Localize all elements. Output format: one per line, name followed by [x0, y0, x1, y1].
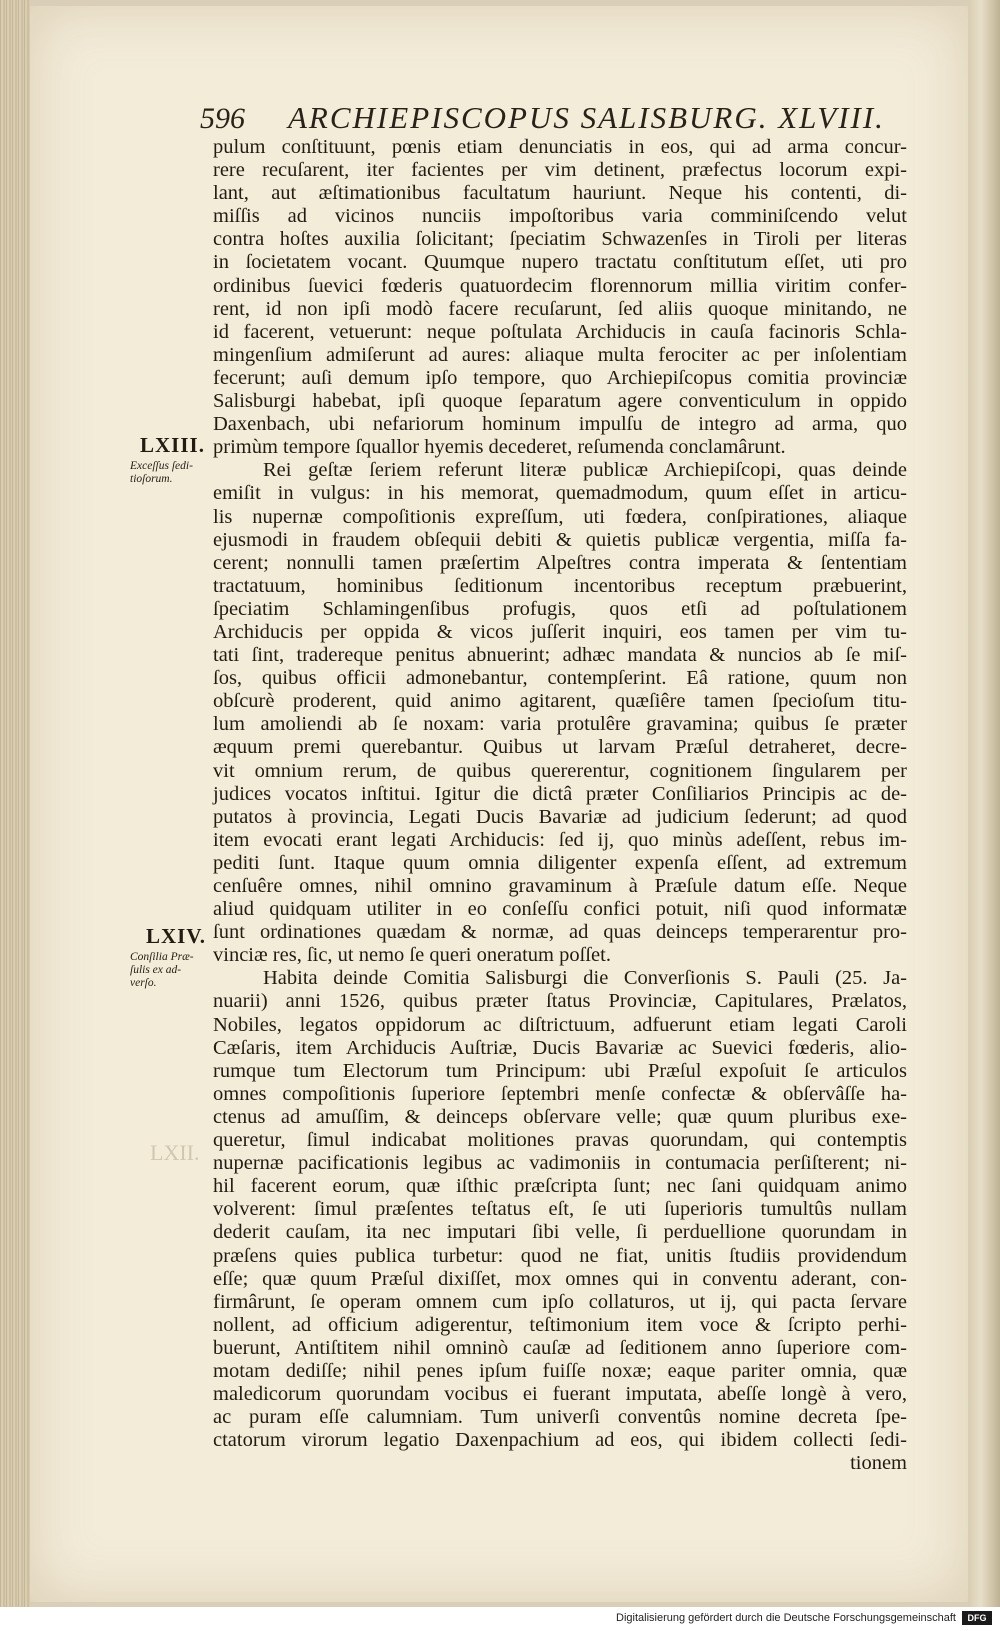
page-stack-edge: [0, 0, 30, 1631]
body-text: [213, 136, 907, 1475]
marginal-note-line: tioſorum.: [130, 473, 173, 485]
text-line: ctatorum virorum legatio Daxenpachium ad eos, qui ibidem collecti ſedi-: [213, 1429, 907, 1452]
text-line: in ſocietatem vocant. Quumque nupero tractatu conſtitutum eſſet, uti pro: [213, 251, 907, 274]
text-line: nupernæ pacificationis legibus ac vadimoniis in contumacia perſiſterent; ni-: [213, 1152, 907, 1175]
text-line: tionem: [850, 1452, 907, 1475]
text-line: pulum conſtituunt, pœnis etiam denunciatis in eos, qui ad arma concur-: [213, 136, 907, 158]
text-line: Cæſaris, item Archiducis Auſtriæ, Ducis Bavariæ ac Suevici fœderis, alio-: [213, 1036, 907, 1059]
text-line: vinciæ res, ſic, ut nemo ſe queri oneratum poſſet.: [213, 944, 611, 967]
text-line: ſos, quibus officii admonebantur, contempſerint. Eâ ratione, quum non: [213, 667, 907, 690]
text-line: Rei geſtæ ſeriem referunt literæ publicæ Archiepiſcopi, quas deinde: [263, 459, 907, 482]
page-number: 596: [200, 102, 245, 135]
text-line: mingenſium admiſerunt ad aures: aliaque multa ferociter ac per inſolentiam: [213, 343, 907, 366]
text-line: ejusmodi in fraudem obſequii debiti & quietis publicæ vergentia, miſſa fa-: [213, 528, 907, 551]
text-line: queretur, ſimul indicabat molitiones pravas quorundam, qui contemptis: [213, 1129, 907, 1152]
marginal-note: [130, 951, 208, 990]
marginal-note-line: verſo.: [130, 977, 157, 989]
running-head: ARCHIEPISCOPUS SALISBURG. XLVIII.: [288, 100, 885, 135]
binding-gutter: [968, 0, 1000, 1631]
section-number: LXIII.: [140, 433, 205, 457]
text-line: dederit cauſam, ita nec imputari ſibi velle, ſi perduellione quorundam in: [213, 1221, 907, 1244]
text-line: contra hoſtes auxilia ſolicitant; ſpeciatim Schwazenſes in Tiroli per literas: [213, 228, 907, 251]
text-line: firmârunt, ſe operam omnem cum ipſo collaturos, ut ij, qui pacta ſervare: [213, 1290, 907, 1313]
text-line: miſſis ad vicinos nunciis impoſtoribus varia comminiſcendo velut: [213, 205, 907, 228]
marginal-note-line: Conſilia Præ-: [130, 951, 194, 963]
text-line: vit omnium rerum, de quibus quererentur, cognitionem ſingularem per: [213, 759, 907, 782]
text-line: judices vocatos inſtitui. Igitur die dictâ præter Conſiliarios Principis ac de-: [213, 782, 907, 805]
text-line: ſunt ordinationes quædam & normæ, ad quas deinceps temperarentur pro-: [213, 921, 907, 944]
text-line: rent, id non ipſi modò facere recuſarunt, ſed aliis quoque minitando, ne: [213, 297, 907, 320]
text-line: ac puram eſſe calumniam. Tum univerſi conventûs nomine decreta ſpe-: [213, 1406, 907, 1429]
text-line: nollent, ad officium adigerentur, teſtimonium item voce & ſcripto perhi-: [213, 1313, 907, 1336]
text-line: aliud quidquam utiliter in eo conſeſſu confici potuit, niſi quod informatæ: [213, 898, 907, 921]
text-line: cenſuêre omnes, nihil omnino gravaminum à Præſule datum eſſe. Neque: [213, 875, 907, 897]
marginal-note-line: ſulis ex ad-: [130, 964, 182, 976]
marginal-note-line: Exceſſus ſedi-: [130, 460, 193, 472]
text-line: omnes compoſitionis ſuperiore ſeptembri menſe confectæ & obſervâſſe ha-: [213, 1082, 907, 1105]
section-number: LXIV.: [146, 924, 207, 948]
text-line: obſcurè proderent, quid animo agitarent, quæſiêre tamen ſpecioſum titu-: [213, 690, 907, 713]
text-line: motam dediſſe; nihil penes ipſum fuiſſe noxæ; eaque pariter omnia, quæ: [213, 1359, 907, 1382]
text-line: maledicorum quorundam vocibus ei fuerant imputata, abeſſe longè à vero,: [213, 1383, 907, 1406]
text-line: lant, aut æſtimationibus facultatum hauriunt. Neque his contenti, di-: [213, 182, 907, 205]
text-line: æquum premi querebantur. Quibus ut larvam Præſul detraheret, decre-: [213, 736, 907, 759]
text-line: rumque tum Electorum tum Principum: ubi Præſul expoſuit ſe articulos: [213, 1059, 907, 1082]
text-line: rere recuſarent, iter facientes per vim detinent, præfectus locorum expi-: [213, 159, 907, 182]
text-line: volverent: ſimul præſentes teſtatus eſt, ſe uti ſuperioris tumultûs nullam: [213, 1198, 907, 1221]
dfg-logo: DFG: [962, 1611, 992, 1625]
text-line: pediti ſunt. Itaque quum omnia diligenter expenſa eſſent, ad extremum: [213, 851, 907, 874]
text-line: Habita deinde Comitia Salisburgi die Converſionis S. Pauli (25. Ja-: [263, 967, 907, 990]
text-line: lum amoliendi ab ſe noxam: varia protulêre gravamina; quibus ſe præter: [213, 713, 907, 736]
footer-credit: Digitalisierung gefördert durch die Deutsche Forschungsgemeinschaft: [616, 1612, 956, 1624]
text-line: emiſit in vulgus: in his memorat, quemadmodum, quum eſſet in articu-: [213, 482, 907, 505]
text-line: tati ſint, tradereque penitus abnuerint; adhæc mandata & nuncios ab ſe miſ-: [213, 644, 907, 667]
text-line: præſens quies publica turbetur: quod ne fiat, unitis ſtudiis providendum: [213, 1244, 907, 1267]
page-header: [200, 100, 885, 136]
text-line: item evocati erant legati Archiducis: ſed ij, quo minùs adeſſent, rebus im-: [213, 828, 907, 851]
text-line: hil facerent eorum, quæ iſthic præſcripta ſunt; nec ſani quidquam animo: [213, 1175, 907, 1198]
text-line: eſſe; quæ quum Præſul dixiſſet, mox omnes qui in conventu aderant, con-: [213, 1267, 907, 1290]
text-line: cerent; nonnulli tamen præſertim Alpeſtres contra imperata & ſententiam: [213, 551, 907, 574]
text-line: ſpeciatim Schlamingenſibus profugis, quos etſi ad poſtulationem: [213, 597, 907, 620]
show-through-mark: LXII.: [150, 1140, 200, 1165]
text-line: putatos à provincia, Legati Ducis Bavariæ ad judicium ſederunt; ad quod: [213, 805, 907, 828]
text-line: ctenus ad amuſſim, & deinceps obſervare velle; quæ quum pluribus exe-: [213, 1105, 907, 1128]
text-line: Nobiles, legatos oppidorum ac diſtrictuum, adfuerunt etiam legati Caroli: [213, 1013, 907, 1036]
text-line: Archiducis per oppida & vicos juſſerit inquiri, eos tamen per vim tu-: [213, 620, 907, 643]
text-line: id facerent, vetuerunt: neque poſtulata Archiducis in cauſa facinoris Schla-: [213, 320, 907, 343]
text-line: nuarii) anni 1526, quibus præter ſtatus Provinciæ, Capitulares, Prælatos,: [213, 990, 907, 1013]
text-line: lis nupernæ compoſitionis expreſſum, uti fœdera, conſpirationes, aliaque: [213, 505, 907, 528]
marginal-note: [130, 460, 208, 486]
text-line: Salisburgi habebat, ipſi quoque ſeparatum agere conventiculum in oppido: [213, 390, 907, 413]
text-line: tractatuum, hominibus ſeditionum incentoribus receptum præbuerint,: [213, 574, 907, 597]
text-line: Daxenbach, ubi nefariorum hominum impulſu de integro ad arma, quo: [213, 413, 907, 436]
text-line: fecerunt; auſi demum ipſo tempore, quo Archiepiſcopus comitia provinciæ: [213, 366, 907, 389]
text-line: ordinibus ſuevici fœderis quatuordecim florennorum millia viritim confer-: [213, 274, 907, 297]
text-line: buerunt, Antiſtitem nihil omninò cauſæ ad ſeditionem anno ſuperiore com-: [213, 1336, 907, 1359]
text-line: primùm tempore ſquallor hyemis decederet, reſumenda conclamârunt.: [213, 436, 786, 459]
